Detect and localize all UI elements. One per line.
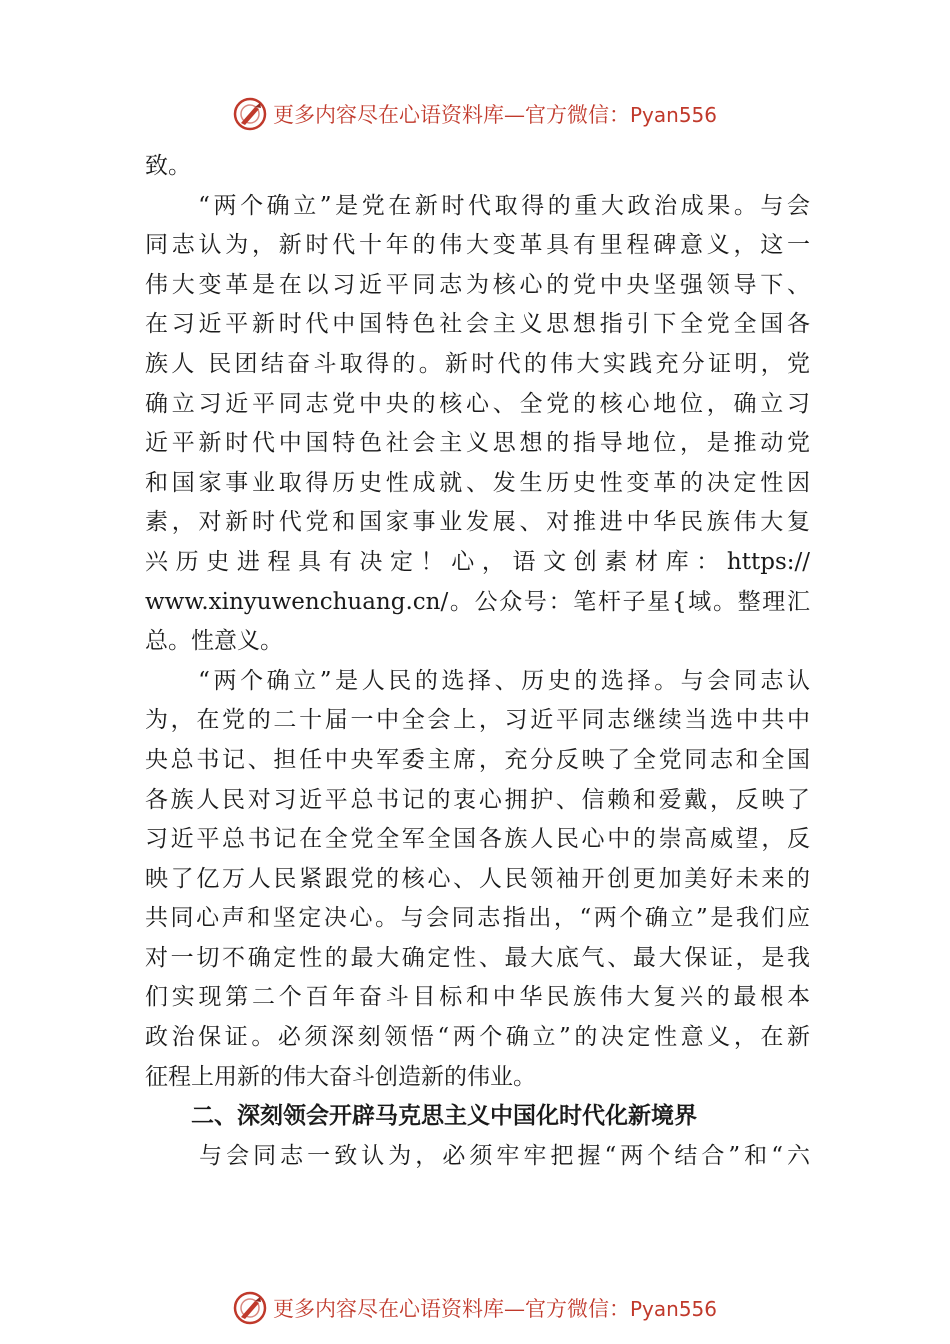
body-line: 共同心声和坚定决心。与会同志指出，“两个确立”是我们应 xyxy=(145,905,810,932)
body-line: 各族人民对习近平总书记的衷心拥护、信赖和爱戴，反映了 xyxy=(145,786,810,813)
body-line: 政治保证。必须深刻领悟“两个确立”的决定性意义，在新 xyxy=(145,1024,810,1051)
body-line: 和国家事业取得历史性成就、发生历史性变革的决定性因 xyxy=(145,469,810,496)
body-line: 近平新时代中国特色社会主义思想的指导地位，是推动党 xyxy=(145,430,810,457)
body-line: “两个确立”是人民的选择、历史的选择。与会同志认 xyxy=(145,667,810,694)
footer-banner xyxy=(0,1288,950,1328)
header-banner xyxy=(0,94,950,134)
body-line: 确立习近平同志党中央的核心、全党的核心地位，确立习 xyxy=(145,390,810,417)
brand-text: 更多内容尽在心语资料库—官方微信：Pyan556 xyxy=(272,103,717,127)
body-line: www.xinyuwenchuang.cn/。公众号：笔杆子星{域。整理汇 xyxy=(145,588,810,615)
body-line: 为，在党的二十届一中全会上，习近平同志继续当选中共中 xyxy=(145,707,810,734)
body-line: 同志认为，新时代十年的伟大变革具有里程碑意义，这一 xyxy=(145,232,810,259)
body-line: 致。 xyxy=(145,153,191,179)
body-line: 兴历史进程具有决定！心，语文创素材库：https:// xyxy=(145,548,810,575)
wechat-id: Pyan556 xyxy=(629,1297,717,1321)
body-line: 们实现第二个百年奋斗目标和中华民族伟大复兴的最根本 xyxy=(145,984,810,1011)
brand-logo-icon xyxy=(233,1291,267,1325)
brand-text: 更多内容尽在心语资料库—官方微信：Pyan556 xyxy=(272,1297,717,1321)
wechat-id: Pyan556 xyxy=(629,103,717,127)
section-heading: 二、深刻领会开辟马克思主义中国化时代化新境界 xyxy=(145,1103,697,1130)
body-line: 在习近平新时代中国特色社会主义思想指引下全党全国各 xyxy=(145,311,810,338)
body-line: 习近平总书记在全党全军全国各族人民心中的崇高威望，反 xyxy=(145,826,810,853)
body-line: 总。性意义。 xyxy=(145,628,283,655)
body-line: 素，对新时代党和国家事业发展、对推进中华民族伟大复 xyxy=(145,509,810,536)
body-line: “两个确立”是党在新时代取得的重大政治成果。与会 xyxy=(145,192,810,219)
body-line: 族人 民团结奋斗取得的。新时代的伟大实践充分证明，党 xyxy=(145,350,810,377)
body-line: 征程上用新的伟大奋斗创造新的伟业。 xyxy=(145,1063,536,1090)
document-body xyxy=(145,147,810,1176)
body-line: 映了亿万人民紧跟党的核心、人民领袖开创更加美好未来的 xyxy=(145,865,810,892)
brand-logo-icon xyxy=(233,97,267,131)
body-line: 与会同志一致认为，必须牢牢把握“两个结合”和“六 xyxy=(145,1142,810,1169)
body-line: 对一切不确定性的最大确定性、最大底气、最大保证，是我 xyxy=(145,944,810,971)
body-line: 伟大变革是在以习近平同志为核心的党中央坚强领导下、 xyxy=(145,271,810,298)
body-line: 央总书记、担任中央军委主席，充分反映了全党同志和全国 xyxy=(145,746,810,773)
